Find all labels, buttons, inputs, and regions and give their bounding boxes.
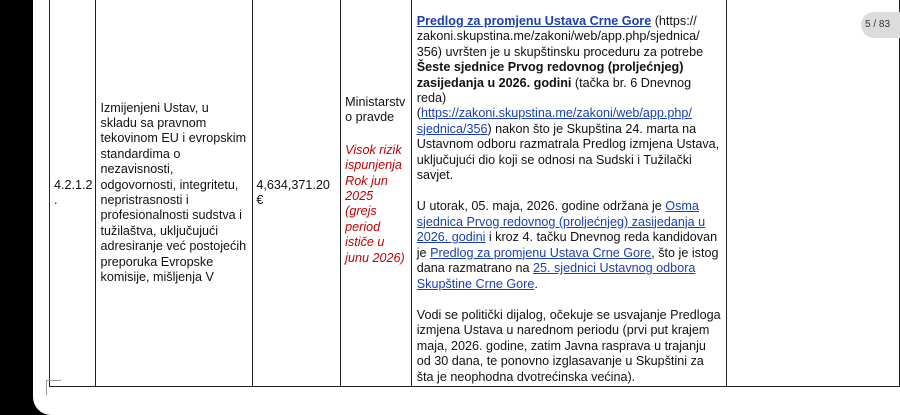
- constitution-proposal-link[interactable]: Predlog za promjenu Ustava Crne Gore: [416, 14, 652, 28]
- status-text: U utorak, 05. maja, 2026. godine održana je: [416, 199, 666, 214]
- document-page: [33, 0, 900, 415]
- status-text: i kroz 4. tačku Dnevnog reda kandidovan je: [416, 230, 718, 260]
- status-paragraph-2: [417, 199, 721, 291]
- constitution-proposal-link-2[interactable]: Predlog za promjenu Ustava Crne Gore: [430, 245, 652, 260]
- responsible-institution: Ministarstv o pravde: [345, 95, 406, 125]
- measure-number: 4.2.1.2 .: [54, 177, 93, 207]
- committee-session-link[interactable]: 25. sjednici Ustavnog odbora Skupštine Crne Gore: [416, 261, 696, 291]
- session-title: Šeste sjednice Prvog redovnog (proljećnjeg) zasijedanja u 2026. godini: [416, 60, 684, 90]
- status-paragraph-3: Vodi se politički dijalog, očekuje se usvajanje Predloga izmjena Ustava u narednom periodu (prvi put krajem maja, 2026. godine, zatim Javna rasprava u trajanju od 30 dana, te ponovno izglasavanje u Skupštini za šta je neophodna dvotrećinska većina).: [416, 307, 721, 384]
- status-text: (tačka br. 6 Dnevnog reda) (: [416, 75, 692, 121]
- status-cell: [411, 0, 726, 386]
- status-paragraph-1: [417, 14, 721, 183]
- measures-table: [49, 0, 900, 387]
- extra-cell: [726, 0, 899, 386]
- status-text: ) nakon što je Skupština 24. marta na Ustavnom odboru razmatrala Predlog izmjena Ustava, uključujući dio koji se odnosi na Sudski i Tužilački savjet.: [416, 121, 720, 183]
- measure-description: Izmijenjeni Ustav, u skladu sa pravnom tekovinom EU i evropskim standardima o nezavisnosti, odgovornosti, integritetu, nepristrasnosti i profesionalnosti sudstva i tužilaštva, uključujući adresiranje već postojećih preporuka Evropske komisije, mišljenja V: [100, 100, 247, 284]
- risk-note: Visok rizik ispunjenja Rok jun 2025 (grejs period ističe u junu 2026): [345, 142, 405, 265]
- amount: 4,634,371.20 €: [256, 177, 330, 207]
- page-corner-mark: [46, 380, 61, 395]
- eighth-session-link[interactable]: Osma sjednica Prvog redovnog (proljećnjeg) zasijedanja u 2026. godini: [416, 199, 706, 245]
- measure-description-cell: [95, 0, 253, 386]
- responsible-cell: [341, 0, 412, 386]
- status-text: , što je istog dana razmatrano na: [416, 245, 719, 276]
- measure-number-cell: [50, 0, 96, 386]
- page-counter-badge: 5 / 83: [861, 12, 900, 38]
- status-text: .: [534, 276, 538, 291]
- session-url-link[interactable]: https://zakoni.skupstina.me/zakoni/web/app.php/ sjednica/356: [416, 106, 692, 136]
- amount-cell: [253, 0, 341, 386]
- table-row: [50, 0, 900, 386]
- status-text: (https:// zakoni.skupstina.me/zakoni/web/app.php/sjednica/ 356) uvršten je u skupštinsku proceduru za potrebe: [416, 14, 704, 59]
